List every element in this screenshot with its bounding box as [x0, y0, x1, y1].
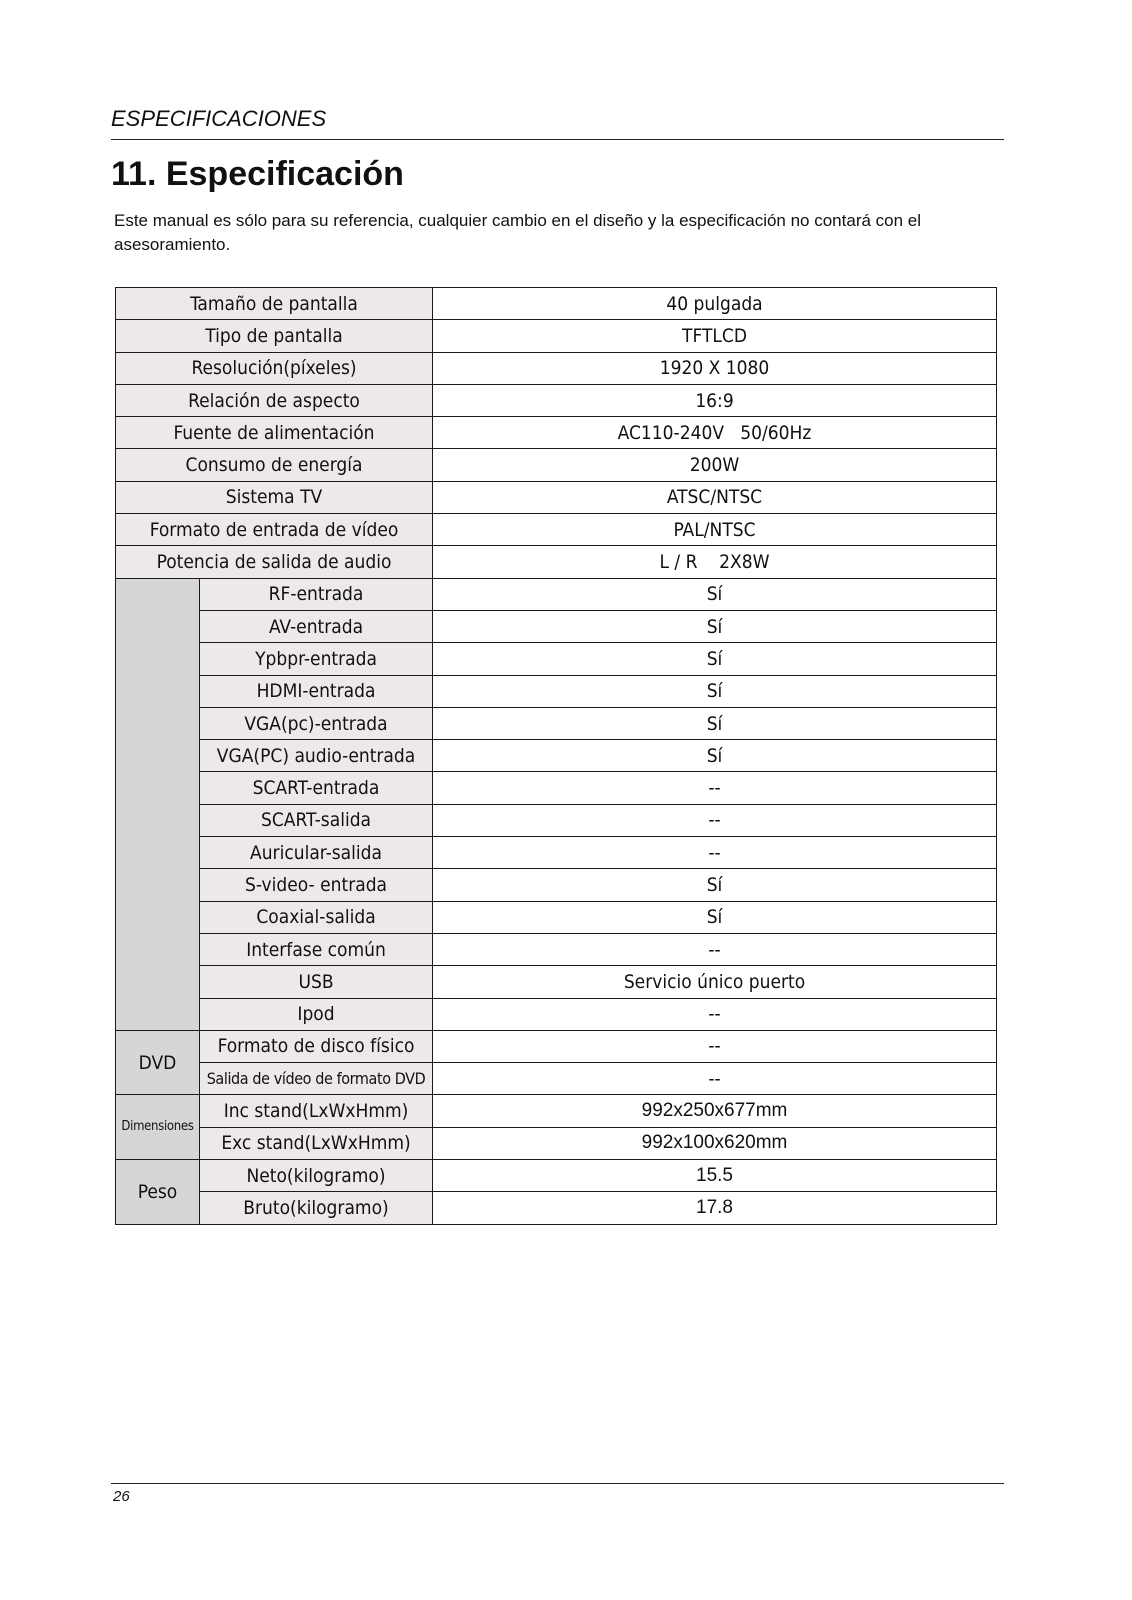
table-row — [116, 1127, 997, 1159]
spec-label: USB — [200, 966, 433, 998]
spec-value: 992x250x677mm — [433, 1095, 997, 1127]
spec-value: -- — [433, 1063, 997, 1095]
page-title: 11. Especificación — [111, 155, 404, 193]
spec-label: Ipod — [200, 998, 433, 1030]
spec-label: Potencia de salida de audio — [116, 546, 433, 578]
table-row — [116, 320, 997, 352]
table-row — [116, 643, 997, 675]
spec-label: Formato de entrada de vídeo — [116, 514, 433, 546]
table-row — [116, 1030, 997, 1062]
group-label-weight: Peso — [116, 1160, 200, 1225]
header-rule — [111, 139, 1004, 140]
spec-value: Sí — [433, 707, 997, 739]
spec-label: S-video- entrada — [200, 869, 433, 901]
ports-group-cell — [116, 578, 200, 1030]
spec-value: L / R 2X8W — [433, 546, 997, 578]
table-row — [116, 1192, 997, 1224]
table-row — [116, 578, 997, 610]
spec-label: SCART-entrada — [200, 772, 433, 804]
table-row — [116, 740, 997, 772]
spec-value: PAL/NTSC — [433, 514, 997, 546]
group-label-dimensions: Dimensiones — [116, 1095, 200, 1160]
table-row — [116, 546, 997, 578]
table-row — [116, 288, 997, 320]
spec-label: Formato de disco físico — [200, 1030, 433, 1062]
spec-value: Sí — [433, 869, 997, 901]
spec-value: -- — [433, 1030, 997, 1062]
table-row — [116, 869, 997, 901]
spec-label: HDMI-entrada — [200, 675, 433, 707]
spec-value: Servicio único puerto — [433, 966, 997, 998]
intro-paragraph: Este manual es sólo para su referencia, cualquier cambio en el diseño y la especificación no contará con el asesoramiento. — [114, 211, 922, 254]
spec-label: Coaxial-salida — [200, 901, 433, 933]
spec-label: Interfase común — [200, 933, 433, 965]
table-row — [116, 1063, 997, 1095]
table-row — [116, 837, 997, 869]
table-row — [116, 384, 997, 416]
spec-label: Relación de aspecto — [116, 384, 433, 416]
spec-value: -- — [433, 837, 997, 869]
spec-label: Salida de vídeo de formato DVD — [200, 1063, 433, 1095]
spec-label: Ypbpr-entrada — [200, 643, 433, 675]
spec-label: SCART-salida — [200, 804, 433, 836]
spec-value: AC110-240V 50/60Hz — [433, 417, 997, 449]
spec-label: VGA(pc)-entrada — [200, 707, 433, 739]
spec-label: RF-entrada — [200, 578, 433, 610]
spec-value: Sí — [433, 901, 997, 933]
table-row — [116, 675, 997, 707]
spec-value: Sí — [433, 643, 997, 675]
table-row — [116, 772, 997, 804]
spec-value: 16:9 — [433, 384, 997, 416]
spec-label: AV-entrada — [200, 610, 433, 642]
table-row — [116, 481, 997, 513]
spec-value: 17.8 — [433, 1192, 997, 1224]
spec-label: Neto(kilogramo) — [200, 1160, 433, 1192]
spec-label: Bruto(kilogramo) — [200, 1192, 433, 1224]
spec-label: Resolución(píxeles) — [116, 352, 433, 384]
spec-value: ATSC/NTSC — [433, 481, 997, 513]
page-number: 26 — [113, 1488, 130, 1505]
spec-label: Consumo de energía — [116, 449, 433, 481]
spec-label: Auricular-salida — [200, 837, 433, 869]
spec-label: Tipo de pantalla — [116, 320, 433, 352]
group-label-dvd: DVD — [116, 1030, 200, 1095]
spec-label: Sistema TV — [116, 481, 433, 513]
spec-value: 40 pulgada — [433, 288, 997, 320]
spec-value: Sí — [433, 675, 997, 707]
spec-value: -- — [433, 933, 997, 965]
spec-value: 1920 X 1080 — [433, 352, 997, 384]
table-row — [116, 417, 997, 449]
table-row — [116, 804, 997, 836]
table-row — [116, 1095, 997, 1127]
specification-table — [115, 287, 997, 1225]
spec-label: VGA(PC) audio-entrada — [200, 740, 433, 772]
spec-label: Inc stand(LxWxHmm) — [200, 1095, 433, 1127]
spec-value: TFTLCD — [433, 320, 997, 352]
spec-value: Sí — [433, 740, 997, 772]
table-row — [116, 901, 997, 933]
spec-value: Sí — [433, 578, 997, 610]
spec-value: -- — [433, 804, 997, 836]
spec-value: -- — [433, 772, 997, 804]
table-row — [116, 1160, 997, 1192]
spec-value: 200W — [433, 449, 997, 481]
table-row — [116, 966, 997, 998]
spec-value: 15.5 — [433, 1160, 997, 1192]
table-row — [116, 707, 997, 739]
table-row — [116, 352, 997, 384]
table-row — [116, 514, 997, 546]
section-header: ESPECIFICACIONES — [111, 106, 327, 131]
table-row — [116, 610, 997, 642]
table-row — [116, 933, 997, 965]
spec-label: Tamaño de pantalla — [116, 288, 433, 320]
spec-value: Sí — [433, 610, 997, 642]
table-row — [116, 449, 997, 481]
spec-value: 992x100x620mm — [433, 1127, 997, 1159]
spec-value: -- — [433, 998, 997, 1030]
spec-label: Exc stand(LxWxHmm) — [200, 1127, 433, 1159]
table-row — [116, 998, 997, 1030]
footer-rule — [111, 1483, 1004, 1484]
spec-label: Fuente de alimentación — [116, 417, 433, 449]
